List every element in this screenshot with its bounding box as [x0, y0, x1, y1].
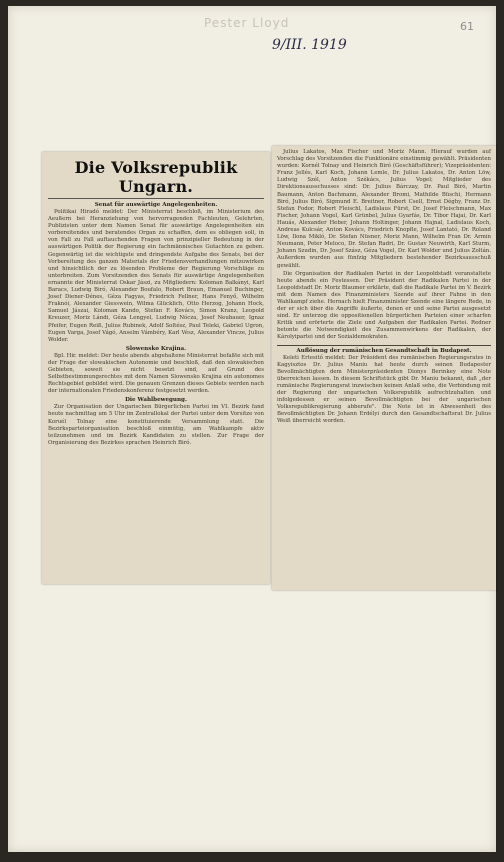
sheet-number: 61: [460, 20, 474, 33]
section-heading-senat: Senat für auswärtige Angelegenheiten.: [94, 202, 218, 208]
clipping-headline: Die Volksrepublik Ungarn.: [48, 158, 264, 199]
newspaper-clipping-right: [272, 146, 496, 590]
paragraph-senat: Politikai Hiradó meldet: Der Ministerrat beschloß, im Ministerium des Aeußern bei Heranziehung von hervorragenden Fachleuten, Gelehrten, Publizisten unter dem Namen Senat für auswärtige Angelegenheiten ein vorbereitendes und beratendes Organ zu schaffen, dem es obliegen soll, in von Fall zu Fall auftauchenden Fragen von prinzipieller Bedeutung in der auswärtigen Politik der Regierung ein fachmännisches Gutachten zu geben. Gegenwärtig ist die wichtigste und dringendste Aufgabe des Senats, bei der Vorbereitung des ganzen Materials der Friedensverhandlungen mitzuwirken und hinsichtlich der zu lösenden Probleme der Regierung Vorschläge zu unterbreiten. Zum Vorsitzenden des Senats für auswärtige Angelegenheiten ernannte der Ministerrat Oskar Jászi, zu Mitgliedern: Koloman Balkányi, Karl Baracs, Ludwig Biró, Alexander Boufalo, Robert Braun, Emanuel Buchinger, Josef Diener-Dénes, Géza Fagyas, Friedrich Fellner, Hans Fenyő, Wilhelm Fraknói, Alexander Giesswein, Wilma Glücklich, Otto Herzog, Johann Hock, Samuel Jászai, Koloman Kando, Stefan F. Kovács, Simon Kranz, Leopold Kreuzer, Moriz Lándi, Géza Lengyel, Ludwig Nócza, Josef Neubauer, Ignaz Pfeifer, Eugen Reiß, Julius Rubinek, Adolf Soltész, Paul Teleki, Gabriel Ugron, Eugen Varga, Josef Vágó, Anselm Vámbéry, Karl Vész, Alexander Vincze, Julius Wolder.: [48, 209, 264, 343]
paragraph-radikale-partei: Die Organisation der Radikalen Partei in der Leopoldstadt veranstaltete heute abends ein Festessen. Der Präsident der Radikalen Partei in der Leopoldstadt Dr. Moriz Blaumer erklärte, daß die Radikale Partei im V. Bezirk mit dem Namen des Finanzministers Szende auf ihrer Fahne in den Wahlkampf ziehe. Hernach hielt Finanzminister Szende eine längere Rede, in der er sich über die Angriffe äußerte, denen er und seine Partei ausgesetzt sind. Er unterzog die oppositionellen bürgerlichen Parteien einer scharfen Kritik und erörterte die Ziele und Aufgaben der Radikalen Partei. Redner betonte die Notwendigkeit des Zusammenwirkens der Radikalen, der Károlyipartei und der Sozialdemokraten.: [277, 270, 491, 341]
section-heading-gesandtschaft: Auflösung der rumänischen Gesandtschaft in Budapest.: [296, 347, 472, 354]
section-divider: [277, 345, 491, 346]
paragraph-wahlbewegung: Zur Organisation der Ungarischen Bürgerlichen Partei im VI. Bezirk fand heute nachmittag um 5 Uhr im Zentrallokal der Partei unter dem Vorsitze von Koruél Tolnay eine konstituierende Versammlung statt. Die Bezirksparteiorganisation beschloß einmütig, am Wahlkampfe aktiv teilzunehmen und im Bezirk Kandidaten zu stellen. Zur Frage der Organisierung des Bezirkes sprachen Heinrich Biró.: [48, 404, 264, 446]
section-heading-slowensko: Slowensko Krajina.: [125, 345, 187, 352]
handwritten-date: 9/III. 1919: [272, 37, 347, 53]
section-heading-wahlbewegung: Die Wahlbewegung.: [125, 397, 187, 404]
paragraph-slowensko: Bpl. Hir. meldet: Der heute abends abgehaltene Ministerrat befaßte sich mit der Frage der slowakischen Autonomie und beschloß, daß den slowakischen Gebieten, soweit sie nicht besetzt sind, auf Grund des Selbstbestimmungsrechtes mit dem Namen Slowensko Krajina ein autonomes Rechtsgebiet gebildet wird. Die genauen Grenzen dieses Gebiets werden nach der internationalen Friedenskonferenz festgesetzt werden.: [48, 352, 264, 395]
newspaper-clipping-left: [42, 152, 270, 584]
archive-stamp: Pester Lloyd: [204, 16, 290, 30]
paragraph-gesandtschaft: Keleti Ertesitő meldet: Der Präsident des rumänischen Regierungsrates in Kagyisztos Dr. Julius Maniu hat heute durch seinen Budapester Bevollmächtigten dem Ministerpräsidenten Dionys Berinkey eine Note überreichen lassen. In diesem Schriftstück gibt Dr. Maniu bekannt, daß „der rumänische Regierungsrat inzwischen keinen Anlaß sehe, die Verbindung mit der Regierung der ungarischen Volksrepublik aufrechtzuhalten und infolgedessen er seinen Bevollmächtigten bei der ungarischen Volksrepublikregierung abberufe". Die Note ist in Abwesenheit des Bevollmächtigten Dr. Johann Erdélyi durch den Gesandtschaftsrat Dr. Julius Weiß überreicht worden.: [277, 354, 491, 425]
paragraph-funktionaere: Julius Lakatos, Max Fischer und Moriz Mann. Hierauf wurden auf Vorschlag des Vorsitzenden die Funktionäre einstimmig gewählt. Präsidenten wurden: Kornél Tolnay und Heinrich Biró (Geschäftsführer); Vizepräsidenten: Franz Jellés, Karl Koch, Johann Lemle, Dr. Julius Lakatos, Dr. Anton Löw, Ludwig Szél, Anton Székács, Julius Vogel; Mitglieder des Direktionsausschusses sind: Dr. Julius Bárczay, Dr. Paul Biró, Martin Baumann, Anton Bachmann, Alexander Bromi, Mathilde Büschi, Hermann Biró, Julius Biró, Sigmund E. Breitner, Robert Csell, Ernst Déghy, Franz Dr. Stefan Fodor, Robert Fleischl, Ladislaus Fürst, Dr. Josef Fleischmann, Max Fischer, Johann Vogel, Karl Grünbel, Julius Gyarfás, Dr. Tibor Hajai, Dr. Karl Hauás, Alexander Heber, Johann Holtinger, Johann Hajnal, Ladislaus Koch, Andreas Kulcsár, Anton Kovács, Friedrich Knopfle, Josef Lantató, Dr. Roland Löw, Ilona Mikló, Dr. Stefan Nüsner, Moriz Mann, Wilhelm Fran Dr. Armin Neumann, Peter Meloco, Dr. Stefan Radri, Dr. Gustav Neuwirth, Karl Sturm, Johann Szudin, Dr. Josef Szász, Géza Vogel, Dr. Karl Wolder und Julius Zoltán. Außerdem wurden aus fünfzig Mitgliedern bestehender Bezirksausschuß gewählt.: [277, 149, 491, 269]
